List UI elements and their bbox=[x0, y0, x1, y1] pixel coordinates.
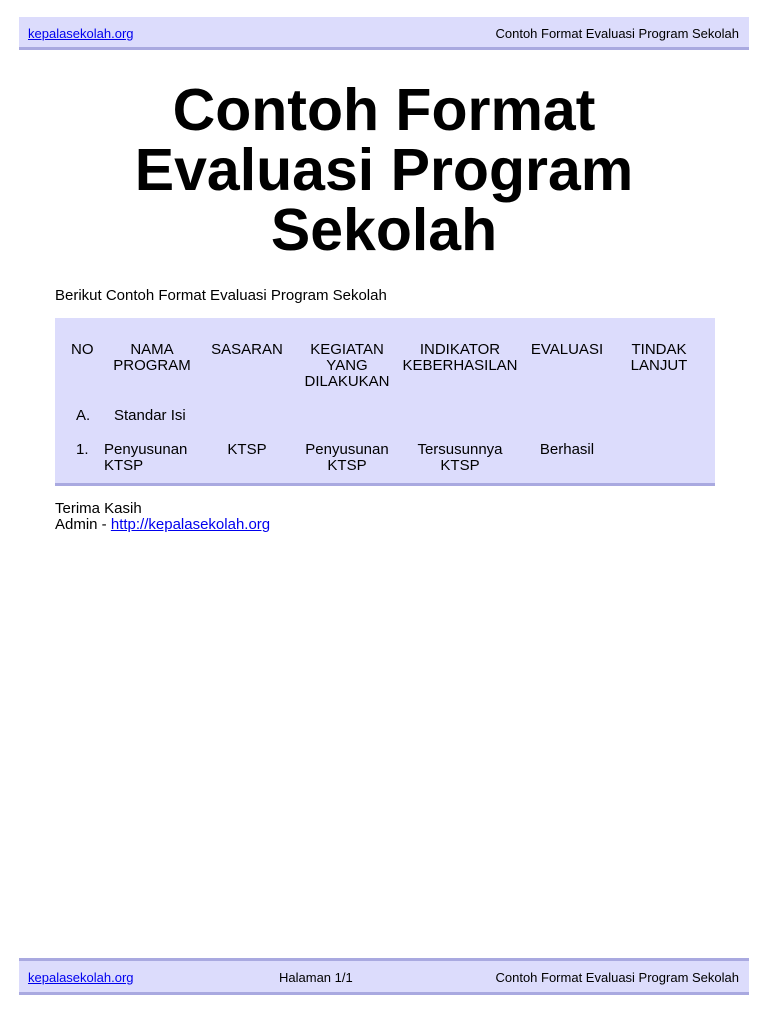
footer-site-link[interactable]: kepalasekolah.org bbox=[28, 970, 134, 985]
row-1-no: 1. bbox=[76, 441, 89, 458]
document-title bbox=[0, 77, 768, 263]
page-header bbox=[19, 17, 749, 50]
evaluation-table bbox=[55, 318, 715, 486]
section-label: Standar Isi bbox=[114, 407, 186, 424]
header-nama-line1: NAMA bbox=[130, 341, 174, 358]
header-tindak-line2: LANJUT bbox=[630, 357, 688, 374]
thanks-text: Terima Kasih bbox=[55, 500, 142, 517]
header-page-title: Contoh Format Evaluasi Program Sekolah bbox=[495, 26, 739, 41]
admin-prefix: Admin - bbox=[55, 516, 111, 533]
row-1-indikator-line1: Tersusunnya bbox=[417, 441, 503, 458]
header-sasaran: SASARAN bbox=[211, 341, 283, 358]
row-1-kegiatan-line1: Penyusunan bbox=[305, 441, 389, 458]
header-no: NO bbox=[71, 341, 94, 358]
header-kegiatan-line2: YANG bbox=[326, 357, 368, 374]
row-1-nama-line2: KTSP bbox=[104, 457, 144, 474]
header-tindak-lanjut bbox=[619, 342, 699, 374]
closing-text bbox=[55, 501, 270, 533]
section-no: A. bbox=[76, 407, 91, 424]
row-1-nama-line1: Penyusunan bbox=[104, 441, 188, 458]
header-kegiatan-line3: DILAKUKAN bbox=[304, 373, 390, 390]
header-site-link[interactable]: kepalasekolah.org bbox=[28, 26, 134, 41]
page-footer bbox=[19, 958, 749, 995]
admin-link[interactable]: http://kepalasekolah.org bbox=[110, 516, 271, 533]
header-indikator-line1: INDIKATOR bbox=[419, 341, 501, 358]
row-1-indikator-line2: KTSP bbox=[440, 457, 480, 474]
row-1-sasaran: KTSP bbox=[227, 441, 267, 458]
title-line-1: Contoh Format bbox=[172, 77, 596, 143]
footer-page-title: Contoh Format Evaluasi Program Sekolah bbox=[495, 970, 739, 985]
title-line-2: Evaluasi Program bbox=[134, 137, 634, 203]
header-tindak-line1: TINDAK bbox=[631, 341, 687, 358]
header-indikator bbox=[399, 342, 521, 374]
header-nama-program bbox=[104, 342, 200, 374]
row-1-evaluasi: Berhasil bbox=[539, 441, 595, 458]
header-indikator-line2: KEBERHASILAN bbox=[402, 357, 518, 374]
header-nama-line2: PROGRAM bbox=[113, 357, 191, 374]
row-1-indikator bbox=[399, 442, 521, 474]
row-1-kegiatan bbox=[299, 442, 395, 474]
header-evaluasi: EVALUASI bbox=[530, 341, 604, 358]
row-1-nama-program bbox=[104, 442, 187, 474]
header-kegiatan bbox=[299, 342, 395, 390]
footer-page-number: Halaman 1/1 bbox=[279, 970, 353, 985]
intro-text: Berikut Contoh Format Evaluasi Program Sekolah bbox=[55, 287, 387, 304]
title-line-3: Sekolah bbox=[270, 197, 498, 263]
row-1-kegiatan-line2: KTSP bbox=[327, 457, 367, 474]
header-kegiatan-line1: KEGIATAN bbox=[310, 341, 384, 358]
